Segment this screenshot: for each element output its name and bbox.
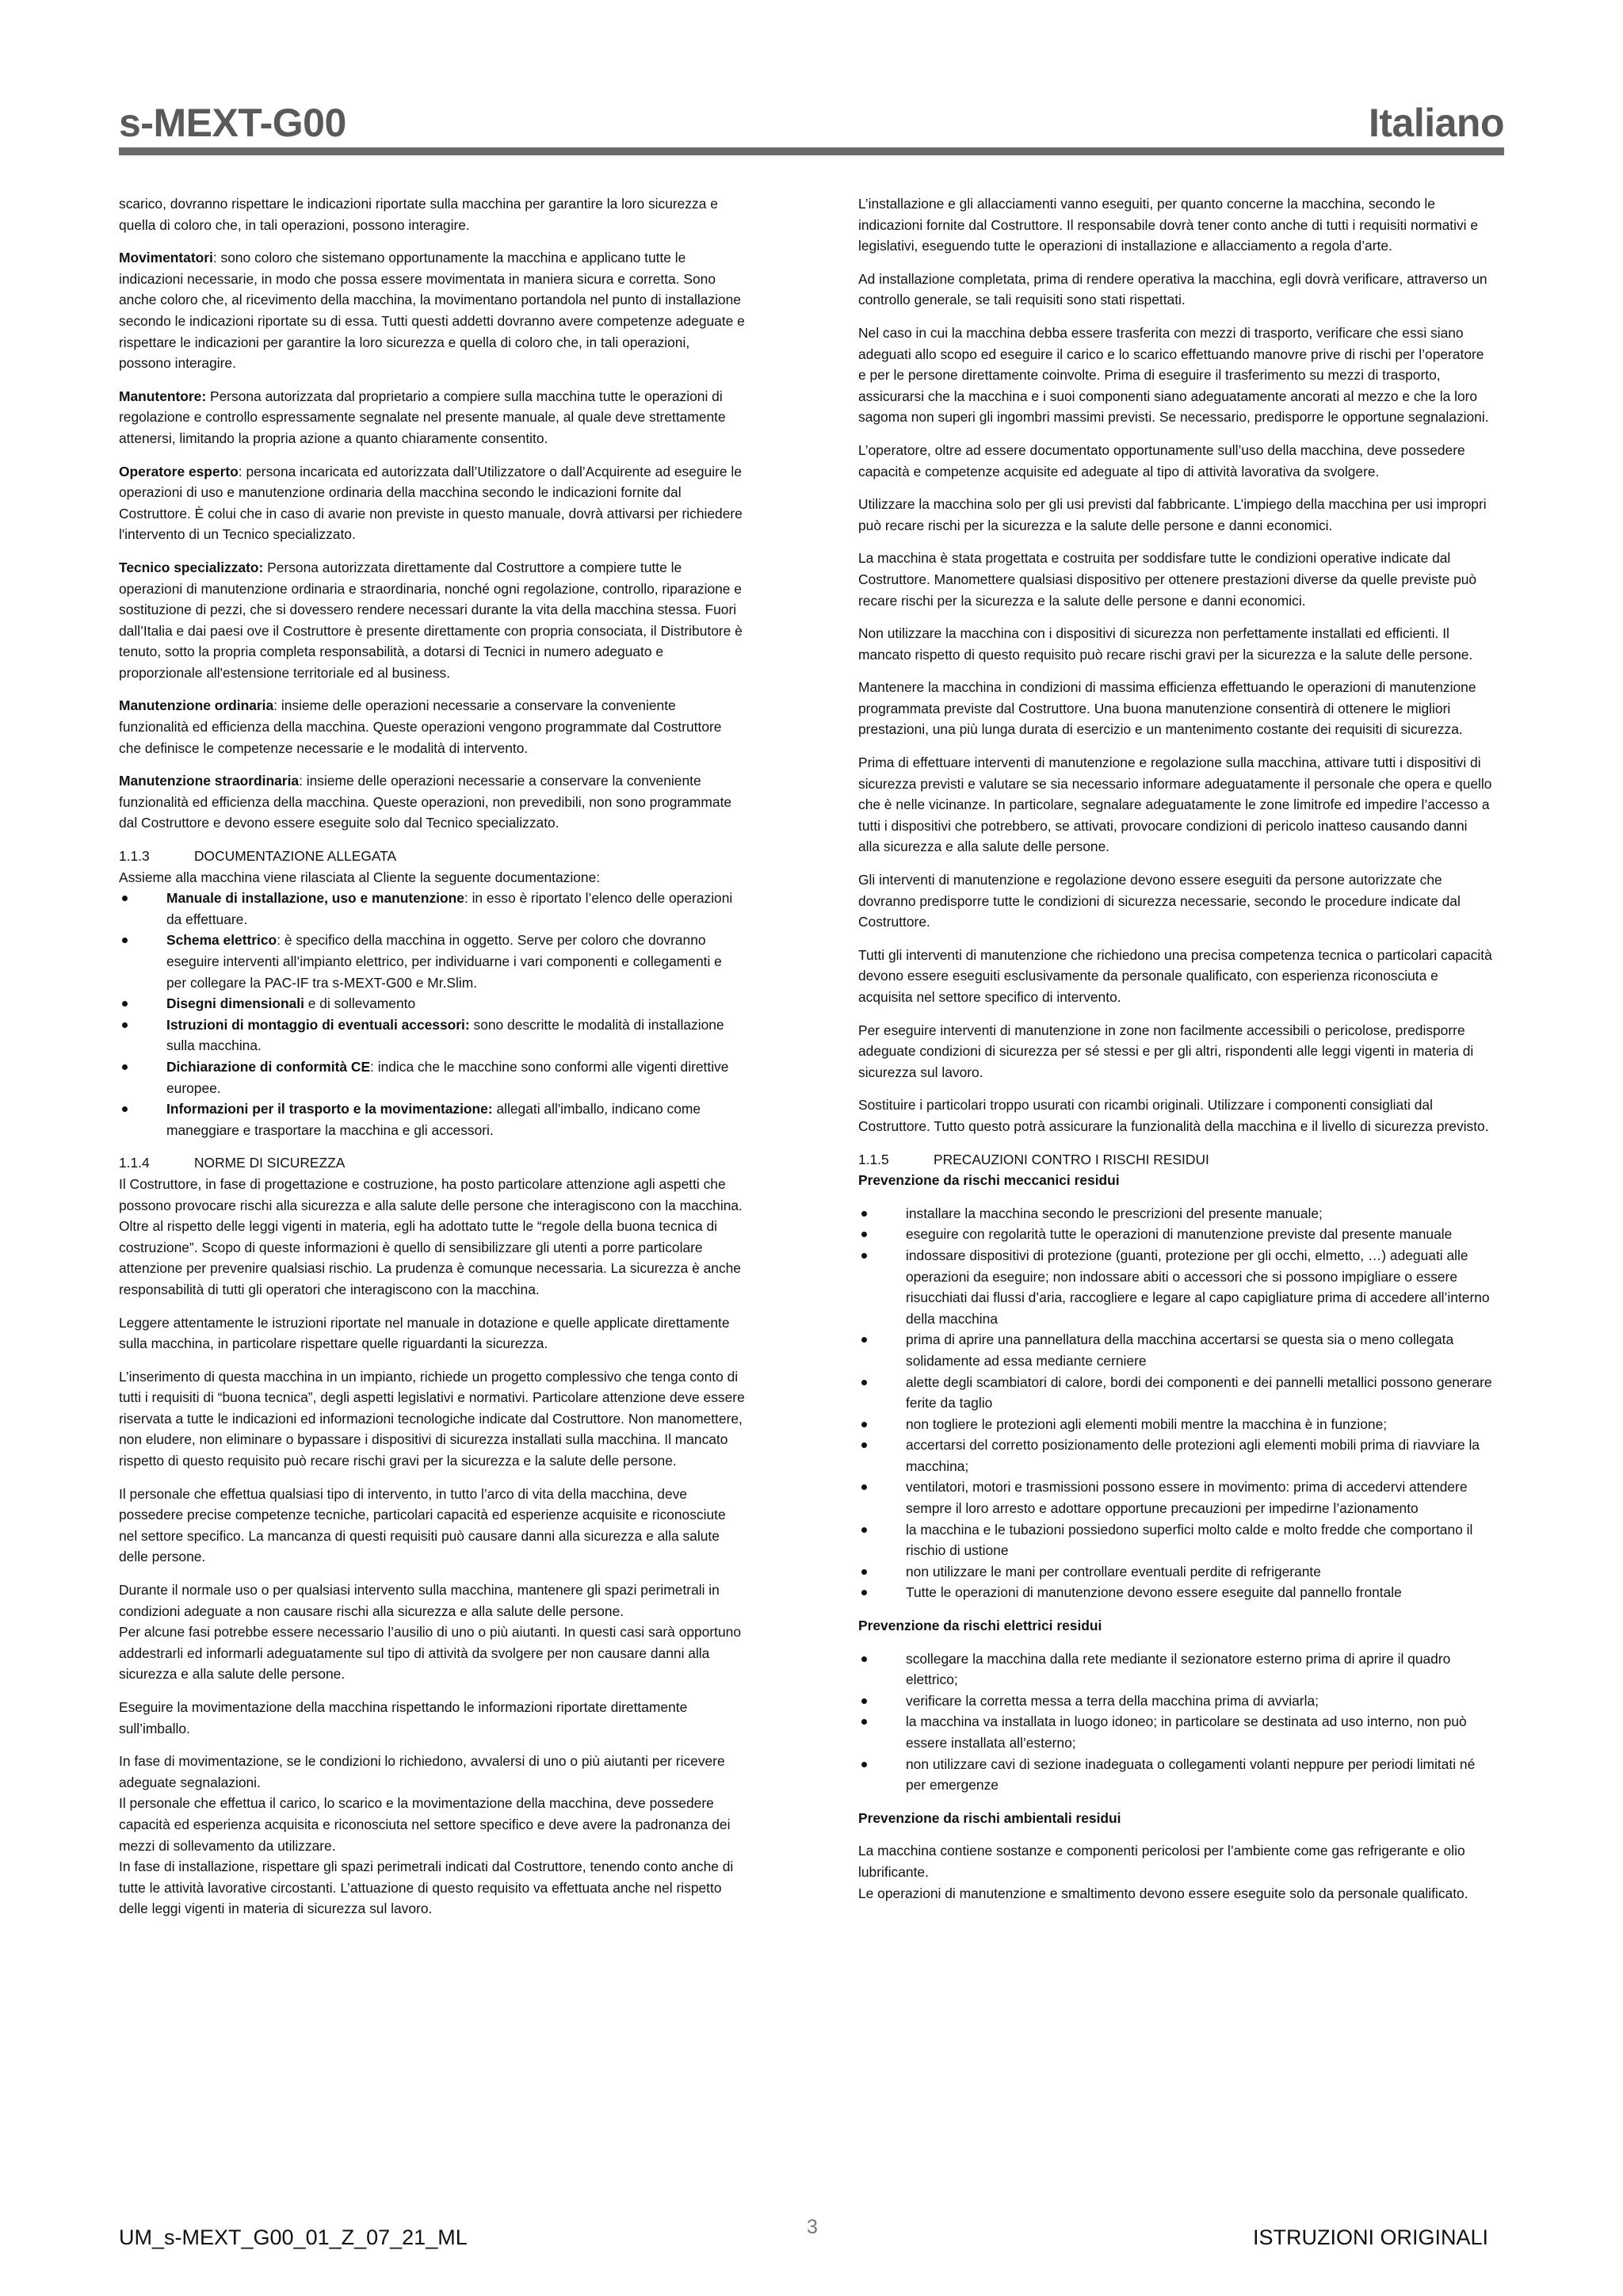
footer-label: ISTRUZIONI ORIGINALI: [1252, 2225, 1488, 2249]
list-item: [119, 888, 745, 930]
paragraph: Prima di effettuare interventi di manutenzione e regolazione sulla macchina, attivare tutti i dispositivi di sicurezza previsti e valutare se sia necessario informare adeguatamente il personale che opera e quello che è nelle vicinanze. In particolare, segnalare adeguatamente le zone limitrofe ed impedire l’accesso a tutti i dispositivi che potrebbero, se attivati, provocare condizioni di pericolo inatteso causando danni alla sicurezza e alla salute delle persone.: [858, 755, 1492, 855]
definition-manutenzione-straordinaria: [119, 770, 745, 834]
list-item: alette degli scambiatori di calore, bordi dei componenti e dei pannelli metallici possono generare ferite da taglio: [858, 1372, 1492, 1414]
term: Manuale di installazione, uso e manutenzione: [166, 890, 464, 907]
term: Tecnico specializzato:: [119, 559, 264, 575]
paragraph: La macchina è stata progettata e costruita per soddisfare tutte le condizioni operative indicate dal Costruttore. Manomettere qualsiasi dispositivo per ottenere prestazioni diverse da quelle previste può recare rischi per la sicurezza e la salute delle persone e danni economici.: [858, 550, 1477, 609]
paragraph: Le operazioni di manutenzione e smaltimento devono essere eseguite solo da personale qualificato.: [858, 1885, 1468, 1901]
list-item: [119, 1014, 745, 1056]
section-number: 1.1.4: [119, 1155, 150, 1171]
list-item: installare la macchina secondo le prescrizioni del presente manuale;: [858, 1203, 1492, 1224]
document-code: UM_s-MEXT_G00_01_Z_07_21_ML: [119, 2225, 468, 2249]
term: Istruzioni di montaggio di eventuali accessori:: [166, 1016, 470, 1033]
list-item: [119, 1098, 745, 1140]
list-item: ventilatori, motori e trasmissioni possono essere in movimento: prima di accedervi attendere sempre il loro arresto e adottare opportune precauzioni per impedirne l’azionamento: [858, 1477, 1492, 1519]
paragraph: Il personale che effettua il carico, lo scarico e la movimentazione della macchina, deve possedere capacità ed esperienza acquisita e riconosciuta nel settore specifico e deve avere la padronanza dei mezzi di sollevamento da utilizzare.: [119, 1795, 731, 1854]
paragraph: Eseguire la movimentazione della macchina rispettando le informazioni riportate direttamente sull’imballo.: [119, 1699, 688, 1736]
paragraph: Nel caso in cui la macchina debba essere trasferita con mezzi di trasporto, verificare che essi siano adeguati allo scopo ed eseguire il carico e lo scarico effettuando manovre prive di rischi per l’operatore e per le persone direttamente coinvolte. Prima di eseguire il trasferimento su mezzi di trasporto, assicurarsi che la macchina e i suoi componenti siano adeguatamente ancorati al mezzo e che la loro sagoma non superi gli ingombri massimi previsti. Se necessario, predisporre le opportune segnalazioni.: [858, 324, 1489, 426]
header-rule: [119, 147, 1504, 155]
term: Manutenzione straordinaria: [119, 773, 300, 789]
definition-text: Persona autorizzata dal proprietario a compiere sulla macchina tutte le operazioni di regolazione e controllo espressamente segnalate nel presente manuale, al quale deve strettamente attenersi, limitando la propria azione a quanto chiaramente consentito.: [119, 388, 726, 446]
paragraph: Sostituire i particolari troppo usurati con ricambi originali. Utilizzare i componenti consigliati dal Costruttore. Tutto questo potrà assicurare la funzionalità della macchina e il livello di sicurezza previsto.: [858, 1097, 1489, 1134]
definition-text: : sono coloro che sistemano opportunamente la macchina e applicano tutte le indicazioni necessarie, in modo che possa essere movimentata in maniera sicura e corretta. Sono anche coloro che, al ricevimento della macchina, la movimentano portandola nel punto di installazione secondo le indicazioni riportate su di essa. Tutti questi addetti dovranno avere competenze adeguate e rispettare le indicazioni per garantire la loro sicurezza e quella di coloro che, in tali operazioni, possono interagire.: [119, 250, 745, 372]
definition-text: : insieme delle operazioni necessarie a conservare la conveniente funzionalità ed efficienza della macchina. Queste operazioni vengono programmate dal Costruttore che definisce le competenze necessarie e le modalità di intervento.: [119, 697, 722, 756]
section-title: PRECAUZIONI CONTRO I RISCHI RESIDUI: [934, 1151, 1209, 1167]
definition-movimentatori: [119, 247, 745, 374]
page-footer: [119, 2216, 1504, 2257]
item-text: sono descritte le modalità di installazione sulla macchina.: [166, 1016, 724, 1054]
paragraph: Gli interventi di manutenzione e regolazione devono essere eseguiti da persone autorizzate che dovranno predisporre tutte le condizioni di sicurezza necessarie, secondo le procedure indicate dal Costruttore.: [858, 872, 1461, 930]
paragraph: Ad installazione completata, prima di rendere operativa la macchina, egli dovrà verificare, attraverso un controllo generale, se tali requisiti sono stati rispettati.: [858, 270, 1487, 308]
right-column: [858, 193, 1492, 1904]
left-column: [119, 193, 745, 1931]
definition-manutenzione-ordinaria: [119, 695, 745, 758]
section-title: DOCUMENTAZIONE ALLEGATA: [194, 848, 397, 865]
mechanical-risks-list: [858, 1203, 1492, 1603]
subheading-environmental: Prevenzione da rischi ambientali residui: [858, 1809, 1121, 1826]
term: Dichiarazione di conformità CE: [166, 1058, 371, 1075]
list-item: [119, 930, 745, 993]
list-item: Tutte le operazioni di manutenzione devono essere eseguite dal pannello frontale: [858, 1582, 1492, 1603]
paragraph: Utilizzare la macchina solo per gli usi previsti dal fabbricante. L’impiego della macchina per usi impropri può recare rischi per la sicurezza e la salute delle persone e danni economici.: [858, 496, 1487, 533]
paragraph: Per alcune fasi potrebbe essere necessario l’ausilio di uno o più aiutanti. In questi casi sarà opportuno addestrarli ed informarli adeguatamente sul tipo di attività da svolgere per non causare danni alla sicurezza e alla salute delle persone.: [119, 1624, 741, 1683]
page-number: 3: [807, 2216, 818, 2238]
section-heading-1-1-5: [858, 1149, 1492, 1171]
section-heading-1-1-4: [119, 1152, 745, 1174]
list-item: [119, 993, 745, 1014]
list-item: eseguire con regolarità tutte le operazioni di manutenzione previste dal presente manuale: [858, 1224, 1492, 1245]
paragraph: In fase di installazione, rispettare gli spazi perimetrali indicati dal Costruttore, tenendo conto anche di tutte le attività lavorative circostanti. L’attuazione di questo requisito va effettuata anche nel rispetto delle leggi vigenti in materia di sicurezza sul lavoro.: [119, 1859, 734, 1917]
paragraph: In fase di movimentazione, se le condizioni lo richiedono, avvalersi di uno o più aiutanti per ricevere adeguate segnalazioni.: [119, 1753, 725, 1790]
definition-text: Persona autorizzata direttamente dal Costruttore a compiere tutte le operazioni di manutenzione ordinaria e straordinaria, nonché ogni regolazione, controllo, riparazione e sostituzione di pezzi, che si dovessero rendere necessari durante la vita della macchina stessa. Fuori dall’Italia e dai paesi ove il Costruttore è presente direttamente con propria consociata, il Distributore è tenuto, sotto la propria completa responsabilità, a dotarsi di Tecnici in numero adeguato e proporzionale all'estensione territoriale ed al business.: [119, 559, 743, 681]
definition-text: : persona incaricata ed autorizzata dall’Utilizzatore o dall’Acquirente ad eseguire le operazioni di uso e manutenzione ordinaria della macchina secondo le indicazioni fornite dal Costruttore. È colui che in caso di avarie non previste in questo manuale, dovrà attivarsi per richiedere l'intervento di un Tecnico specializzato.: [119, 463, 743, 543]
paragraph: Il Costruttore, in fase di progettazione e costruzione, ha posto particolare attenzione agli aspetti che possono provocare rischi alla sicurezza e alla salute delle persone che interagiscono con la macchina. Oltre al rispetto delle leggi vigenti in materia, egli ha adottato tutte le “regole della buona tecnica di costruzione”. Scopo di queste informazioni è quello di sensibilizzare gli utenti a porre particolare attenzione per prevenire qualsiasi rischio. La prudenza è comunque necessaria. La sicurezza è anche responsabilità di tutti gli operatori che interagiscono con la macchina.: [119, 1175, 743, 1297]
subheading-electrical: Prevenzione da rischi elettrici residui: [858, 1618, 1102, 1634]
term: Movimentatori: [119, 250, 213, 266]
section-heading-1-1-3: [119, 846, 745, 867]
paragraph: Non utilizzare la macchina con i dispositivi di sicurezza non perfettamente installati ed efficienti. Il mancato rispetto di questo requisito può recare rischi gravi per la sicurezza e la salute delle persone.: [858, 625, 1473, 663]
paragraph: L’inserimento di questa macchina in un impianto, richiede un progetto complessivo che tenga conto di tutti i requisiti di “buona tecnica”, degli aspetti legislativi e normativi. Particolare attenzione deve essere riservata a tutte le indicazioni ed informazioni tecnologiche indicate dal Costruttore. Non manomettere, non eludere, non eliminare o bypassare i dispositivi di sicurezza installati sulla macchina. Il mancato rispetto di questo requisito può recare rischi gravi per la sicurezza e la salute delle persone.: [119, 1368, 745, 1469]
paragraph: L’operatore, oltre ad essere documentato opportunamente sull’uso della macchina, deve possedere capacità e competenze acquisite ed adeguate al tipo di attività lavorativa da svolgere.: [858, 441, 1465, 479]
paragraph: La macchina contiene sostanze e componenti pericolosi per l’ambiente come gas refrigerante e olio lubrificante.: [858, 1843, 1465, 1880]
subheading-mechanical: Prevenzione da rischi meccanici residui: [858, 1172, 1120, 1189]
item-text: e di sollevamento: [304, 995, 416, 1012]
list-item: indossare dispositivi di protezione (guanti, protezione per gli occhi, elmetto, …) adeguati alle operazioni da eseguire; non indossare abiti o accessori che si possono impigliare o essere risucchiati dai flussi d’aria, raccogliere e legare al capo capigliature prima di accedere all’interno della macchina: [858, 1245, 1492, 1329]
paragraph: Tutti gli interventi di manutenzione che richiedono una precisa competenza tecnica o particolari capacità devono essere eseguiti esclusivamente da personale qualificato, con esperienza riconosciuta e acquisita nel settore specifico di intervento.: [858, 946, 1492, 1005]
paragraph: Il personale che effettua qualsiasi tipo di intervento, in tutto l’arco di vita della macchina, deve possedere precise competenze tecniche, particolari capacità ed esperienze acquisite e riconosciute nel settore specifico. La mancanza di questi requisiti può causare danni alla sicurezza e alla salute delle persone.: [119, 1485, 726, 1565]
item-text: allegati all'imballo, indicano come maneggiare e trasportare la macchina e gli accessori.: [166, 1101, 701, 1138]
term: Manutentore:: [119, 388, 207, 404]
list-item: la macchina va installata in luogo idoneo; in particolare se destinata ad uso interno, non può essere installata all’esterno;: [858, 1711, 1492, 1753]
list-item: non utilizzare le mani per controllare eventuali perdite di refrigerante: [858, 1561, 1492, 1583]
list-item: non utilizzare cavi di sezione inadeguata o collegamenti volanti neppure per periodi limitati né per emergenze: [858, 1754, 1492, 1796]
item-text: : in esso è riportato l’elenco delle operazioni da effettuare.: [166, 890, 733, 927]
language-label: Italiano: [1368, 101, 1504, 145]
section-title: NORME DI SICUREZZA: [194, 1155, 346, 1171]
paragraph: Mantenere la macchina in condizioni di massima efficienza effettuando le operazioni di manutenzione programmata previste dal Costruttore. Una buona manutenzione consentirà di ottenere le migliori prestazioni, una più lunga durata di esercizio e un mantenimento costante dei requisiti di sicurezza.: [858, 679, 1476, 738]
list-item: accertarsi del corretto posizionamento delle protezioni agli elementi mobili prima di riavviare la macchina;: [858, 1435, 1492, 1477]
list-item: la macchina e le tubazioni possiedono superfici molto calde e molto fredde che comportano il rischio di ustione: [858, 1519, 1492, 1561]
item-text: : indica che le macchine sono conformi alle vigenti direttive europee.: [166, 1058, 729, 1096]
definition-manutentore: [119, 386, 745, 449]
term: Manutenzione ordinaria: [119, 697, 274, 714]
paragraph: scarico, dovranno rispettare le indicazioni riportate sulla macchina per garantire la loro sicurezza e quella di coloro che, in tali operazioni, possono interagire.: [119, 196, 718, 233]
list-item: scollegare la macchina dalla rete mediante il sezionatore esterno prima di aprire il quadro elettrico;: [858, 1648, 1492, 1690]
list-item: verificare la corretta messa a terra della macchina prima di avviarla;: [858, 1690, 1492, 1712]
definition-operatore: [119, 461, 745, 545]
paragraph: Leggere attentamente le istruzioni riportate nel manuale in dotazione e quelle applicate direttamente sulla macchina, in particolare rispettare quelle riguardanti la sicurezza.: [119, 1314, 730, 1352]
term: Informazioni per il trasporto e la movimentazione:: [166, 1101, 493, 1117]
section-number: 1.1.5: [858, 1151, 889, 1167]
paragraph: Durante il normale uso o per qualsiasi intervento sulla macchina, mantenere gli spazi perimetrali in condizioni adeguate a non causare rischi alla sicurezza e alla salute delle persone.: [119, 1582, 720, 1619]
term: Disegni dimensionali: [166, 995, 304, 1012]
term: Schema elettrico: [166, 932, 277, 949]
list-item: [119, 1056, 745, 1098]
page-header: [119, 95, 1504, 151]
list-item: prima di aprire una pannellatura della macchina accertarsi se questa sia o meno collegata solidamente ad essa mediante cerniere: [858, 1329, 1492, 1371]
paragraph: Per eseguire interventi di manutenzione in zone non facilmente accessibili o pericolose, predisporre adeguate condizioni di sicurezza per sé stessi e per gli altri, rispondenti alle leggi vigenti in materia di sicurezza sul lavoro.: [858, 1022, 1474, 1080]
item-text: : è specifico della macchina in oggetto. Serve per coloro che dovranno eseguire interventi all’impianto elettrico, per individuarne i vari componenti e collegamenti e per collegare la PAC-IF tra s-MEXT-G00 e Mr.Slim.: [166, 932, 722, 991]
paragraph: L’installazione e gli allacciamenti vanno eseguiti, per quanto concerne la macchina, secondo le indicazioni fornite dal Costruttore. Il responsabile dovrà tener conto anche di tutti i requisiti normativi e legislativi, eseguendo tutte le operazioni di installazione e allacciamento a regola d’arte.: [858, 196, 1479, 254]
electrical-risks-list: [858, 1648, 1492, 1796]
definition-tecnico: [119, 557, 745, 684]
documentation-list: [119, 888, 745, 1140]
definition-text: : insieme delle operazioni necessarie a conservare la conveniente funzionalità ed efficienza della macchina. Queste operazioni, non prevedibili, non sono programmate dal Costruttore e devono essere eseguite solo dal Tecnico specializzato.: [119, 773, 732, 831]
section-number: 1.1.3: [119, 848, 150, 865]
list-item: non togliere le protezioni agli elementi mobili mentre la macchina è in funzione;: [858, 1414, 1492, 1435]
document-title: s-MEXT-G00: [119, 101, 346, 145]
paragraph: Assieme alla macchina viene rilasciata al Cliente la seguente documentazione:: [119, 869, 601, 885]
term: Operatore esperto: [119, 463, 239, 479]
